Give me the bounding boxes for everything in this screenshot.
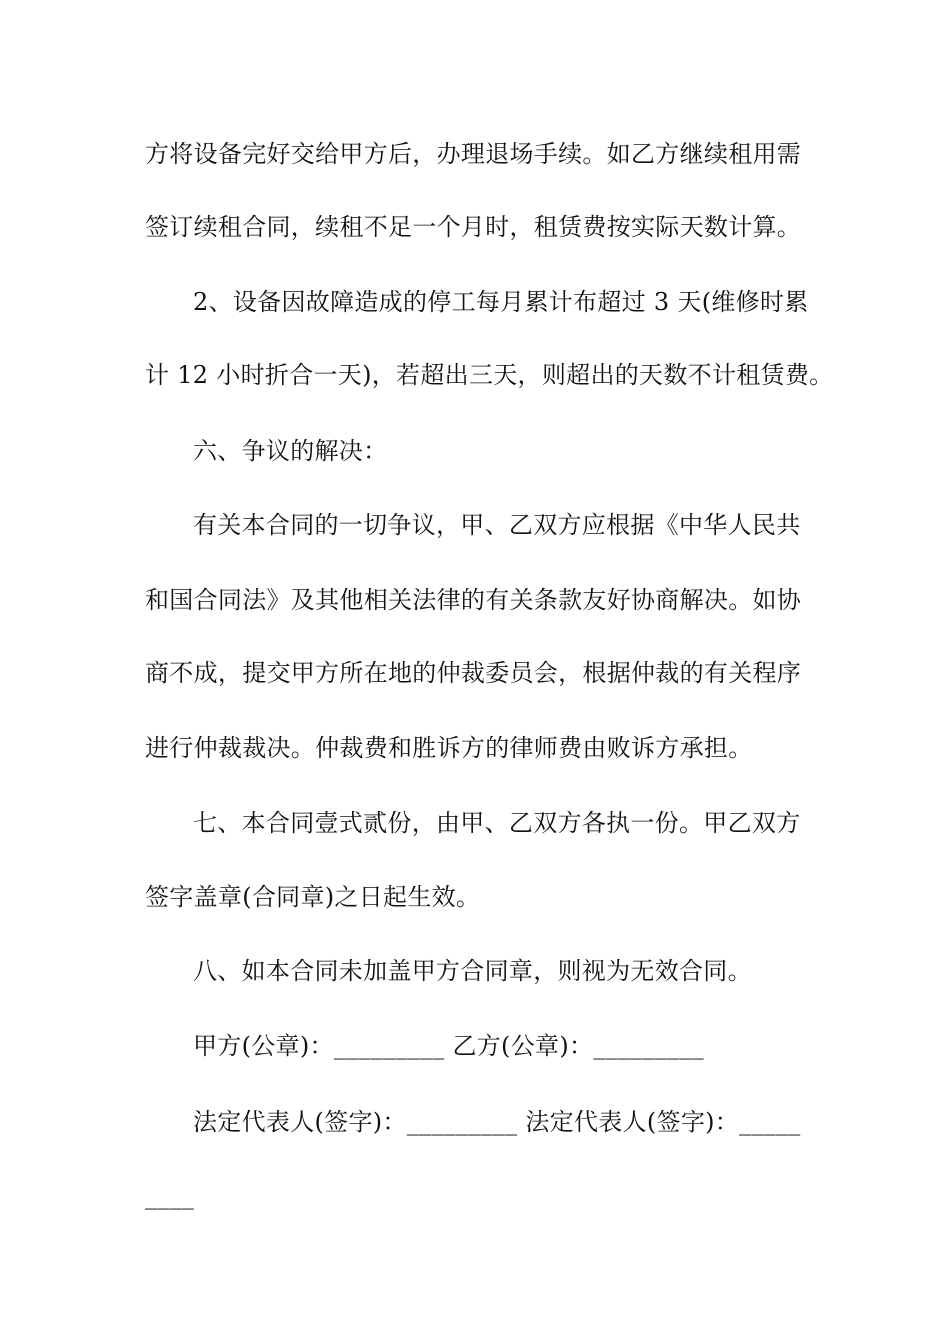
paragraph-line: 七、本合同壹式贰份，由甲、乙双方各执一份。甲乙双方	[193, 809, 801, 837]
section-heading: 六、争议的解决：	[193, 437, 388, 465]
paragraph-line: 八、如本合同未加盖甲方合同章，则视为无效合同。	[193, 957, 752, 985]
paragraph-line: 方将设备完好交给甲方后，办理退场手续。如乙方继续租用需	[145, 140, 802, 168]
paragraph-line: 签订续租合同，续租不足一个月时，租赁费按实际天数计算。	[145, 213, 802, 241]
paragraph-line: 2、设备因故障造成的停工每月累计布超过 3 天(维修时累	[193, 288, 809, 316]
paragraph-line: 进行仲裁裁决。仲裁费和胜诉方的律师费由败诉方承担。	[145, 734, 753, 762]
signature-line-representative: 法定代表人(签字)：_________ 法定代表人(签字)：_____	[193, 1108, 801, 1136]
paragraph-line: 签字盖章(合同章)之日起生效。	[145, 883, 481, 911]
paragraph-line: 和国合同法》及其他相关法律的有关条款友好协商解决。如协	[145, 586, 802, 614]
paragraph-line: 商不成，提交甲方所在地的仲裁委员会，根据仲裁的有关程序	[145, 659, 802, 687]
signature-line-continuation: ____	[145, 1182, 195, 1210]
signature-line-seal: 甲方(公章)：_________ 乙方(公章)：_________	[193, 1032, 704, 1060]
paragraph-line: 有关本合同的一切争议，甲、乙双方应根据《中华人民共	[193, 511, 801, 539]
paragraph-line: 计 12 小时折合一天)，若超出三天，则超出的天数不计租赁费。	[145, 361, 834, 389]
